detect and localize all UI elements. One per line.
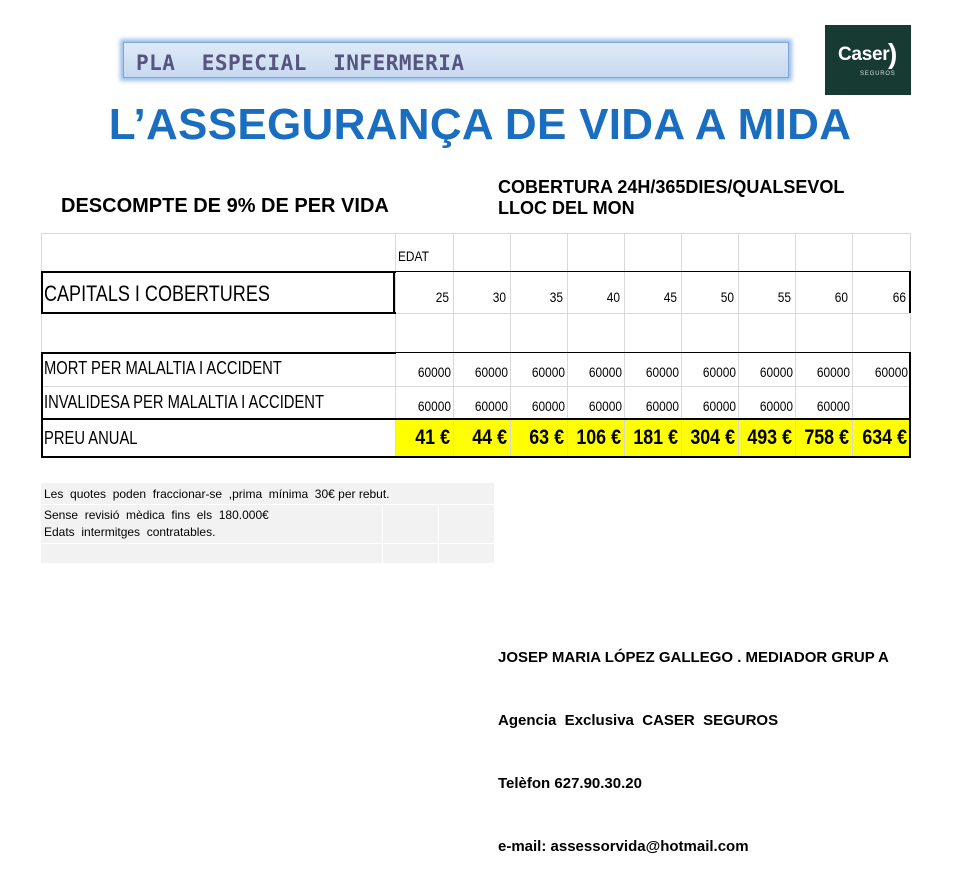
age-cell: 66 bbox=[892, 289, 906, 305]
age-cell: 50 bbox=[720, 289, 734, 305]
logo-name: Caser bbox=[838, 44, 890, 65]
coverage-line: COBERTURA 24H/365DIES/QUALSEVOL bbox=[498, 177, 845, 197]
border-line bbox=[41, 312, 396, 314]
grid-line bbox=[681, 233, 682, 457]
grid-line bbox=[510, 233, 511, 457]
coverage-value: 60000 bbox=[417, 398, 451, 414]
contact-block bbox=[498, 605, 889, 878]
price-cell: 63 € bbox=[529, 426, 564, 449]
coverage-line: LLOC DEL MON bbox=[498, 198, 635, 218]
coverage-value: 60000 bbox=[645, 398, 679, 414]
coverage-value: 60000 bbox=[588, 398, 622, 414]
coverage-row-label: INVALIDESA PER MALALTIA I ACCIDENT bbox=[44, 392, 324, 412]
note-line: Sense revisió mèdica fins els 180.000€ bbox=[44, 508, 269, 522]
border-line bbox=[395, 352, 910, 353]
age-cell: 35 bbox=[549, 289, 563, 305]
plan-banner-text: PLA ESPECIAL INFERMERIA bbox=[136, 51, 465, 75]
coverage-value: 60000 bbox=[759, 398, 793, 414]
coverage-value: 60000 bbox=[702, 398, 736, 414]
contact-email: e-mail: assessorvida@hotmail.com bbox=[498, 838, 749, 855]
grid-line bbox=[453, 233, 454, 457]
coverage-value: 60000 bbox=[474, 364, 508, 380]
price-cell: 181 € bbox=[633, 426, 678, 449]
age-cell: 25 bbox=[435, 289, 449, 305]
logo-sub: SEGUROS bbox=[860, 71, 896, 77]
coverage-value: 60000 bbox=[645, 364, 679, 380]
contact-phone: Telèfon 627.90.30.20 bbox=[498, 775, 642, 792]
border-line bbox=[393, 271, 395, 313]
coverage-value: 60000 bbox=[417, 364, 451, 380]
grid-line bbox=[795, 233, 796, 457]
price-label: PREU ANUAL bbox=[44, 428, 138, 448]
grid-line bbox=[852, 233, 853, 457]
age-cell: 60 bbox=[834, 289, 848, 305]
price-cell: 44 € bbox=[472, 426, 507, 449]
contact-agency: Agencia Exclusiva CASER SEGUROS bbox=[498, 712, 779, 729]
logo-swoosh-icon: ) bbox=[888, 38, 898, 69]
price-cell: 493 € bbox=[747, 426, 792, 449]
coverage-row-label: MORT PER MALALTIA I ACCIDENT bbox=[44, 358, 282, 378]
coverage-value: 60000 bbox=[474, 398, 508, 414]
border-line bbox=[41, 352, 396, 354]
coverage-value: 60000 bbox=[874, 364, 908, 380]
notes-table bbox=[41, 483, 494, 563]
price-cell: 106 € bbox=[576, 426, 621, 449]
border-line bbox=[41, 418, 910, 420]
age-cell: 30 bbox=[492, 289, 506, 305]
page-title: L’ASSEGURANÇA DE VIDA A MIDA bbox=[108, 100, 852, 149]
border-line bbox=[41, 271, 43, 313]
age-cell: 40 bbox=[606, 289, 620, 305]
age-cell: 55 bbox=[777, 289, 791, 305]
note-line: Edats intermitges contratables. bbox=[44, 525, 216, 539]
border-line bbox=[41, 271, 396, 273]
coverage-value: 60000 bbox=[816, 364, 850, 380]
coverage-value: 60000 bbox=[531, 364, 565, 380]
capitals-label: CAPITALS I COBERTURES bbox=[44, 281, 270, 306]
coverage-value: 60000 bbox=[759, 364, 793, 380]
grid-line bbox=[624, 233, 625, 457]
border-line bbox=[395, 271, 910, 272]
grid-line bbox=[738, 233, 739, 457]
grid-line bbox=[41, 386, 910, 387]
price-cell: 41 € bbox=[415, 426, 450, 449]
coverage-value: 60000 bbox=[702, 364, 736, 380]
grid-line bbox=[395, 233, 396, 457]
border-line bbox=[41, 352, 43, 457]
border-line bbox=[909, 352, 911, 457]
border-line bbox=[41, 456, 911, 458]
grid-line bbox=[567, 233, 568, 457]
coverage-value: 60000 bbox=[531, 398, 565, 414]
grid-line bbox=[41, 233, 910, 234]
contact-name: JOSEP MARIA LÓPEZ GALLEGO . MEDIADOR GRUP A bbox=[498, 649, 889, 666]
border-line bbox=[909, 271, 911, 313]
price-cell: 634 € bbox=[862, 426, 907, 449]
discount-text: DESCOMPTE DE 9% DE PER VIDA bbox=[61, 195, 389, 217]
price-cell: 304 € bbox=[690, 426, 735, 449]
coverage-value: 60000 bbox=[816, 398, 850, 414]
note-line: Les quotes poden fraccionar-se ,prima mínima 30€ per rebut. bbox=[44, 487, 390, 501]
price-cell: 758 € bbox=[804, 426, 849, 449]
age-cell: 45 bbox=[663, 289, 677, 305]
coverage-value: 60000 bbox=[588, 364, 622, 380]
age-header: EDAT bbox=[398, 248, 429, 264]
